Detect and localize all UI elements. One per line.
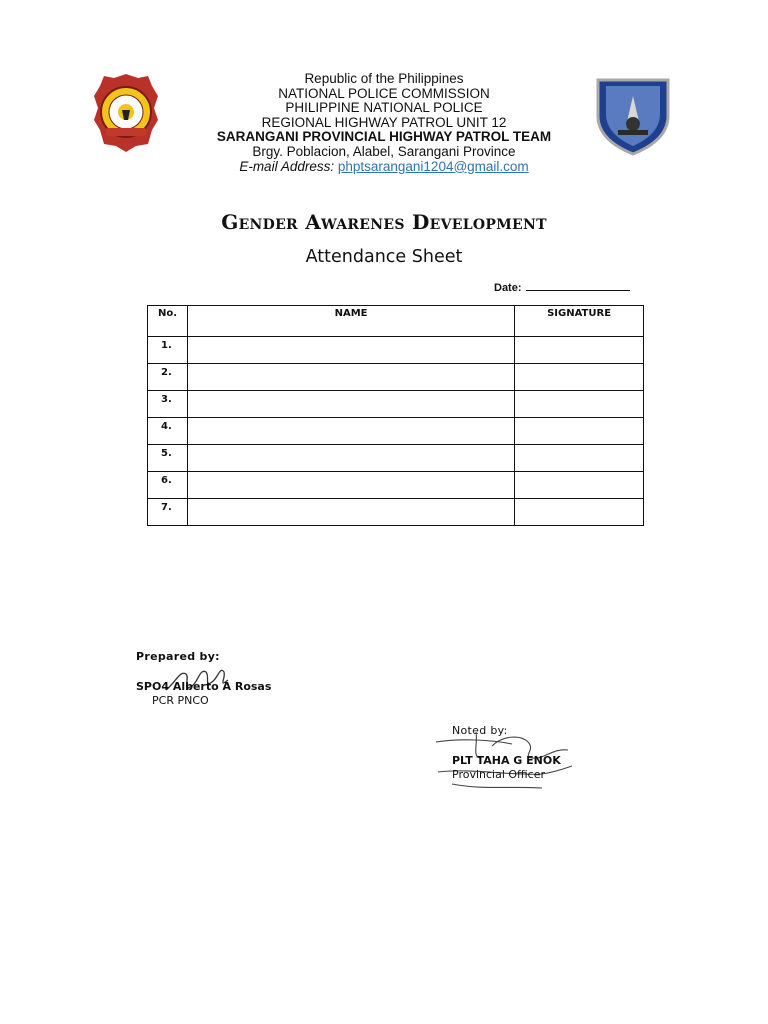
pnp-seal-logo — [92, 72, 160, 154]
prepared-by-position: PCR PNCO — [152, 694, 209, 707]
date-field[interactable] — [494, 280, 630, 294]
table-row — [148, 418, 644, 445]
header-email-row — [160, 160, 608, 175]
date-blank-line — [526, 280, 630, 291]
table-row — [148, 445, 644, 472]
header-napolcom: NATIONAL POLICE COMMISSION — [278, 85, 490, 101]
table-row — [148, 391, 644, 418]
table-row — [148, 499, 644, 526]
signature-cell[interactable] — [515, 337, 644, 364]
document-title: Gender Awarenes Development — [221, 210, 547, 234]
name-cell[interactable] — [187, 499, 514, 526]
header-team: SARANGANI PROVINCIAL HIGHWAY PATROL TEAM — [216, 129, 552, 145]
row-number: 5. — [148, 445, 188, 472]
header-name: NAME — [187, 306, 514, 337]
prepared-by-name: SPO4 Alberto A Rosas — [136, 680, 272, 693]
document-subtitle: Attendance Sheet — [305, 247, 463, 267]
email-label: E-mail Address: — [239, 158, 335, 174]
table-row — [148, 364, 644, 391]
signature-cell[interactable] — [515, 364, 644, 391]
date-label: Date: — [494, 282, 522, 294]
name-cell[interactable] — [187, 445, 514, 472]
name-cell[interactable] — [187, 337, 514, 364]
signature-cell[interactable] — [515, 391, 644, 418]
name-cell[interactable] — [187, 364, 514, 391]
row-number: 3. — [148, 391, 188, 418]
signature-cell[interactable] — [515, 445, 644, 472]
name-cell[interactable] — [187, 391, 514, 418]
table-row — [148, 337, 644, 364]
row-number: 1. — [148, 337, 188, 364]
email-link[interactable]: phptsarangani1204@gmail.com — [337, 158, 529, 174]
name-cell[interactable] — [187, 472, 514, 499]
table-row — [148, 472, 644, 499]
name-cell[interactable] — [187, 418, 514, 445]
letterhead — [160, 72, 608, 174]
header-republic: Republic of the Philippines — [304, 71, 464, 86]
row-number: 7. — [148, 499, 188, 526]
signature-cell[interactable] — [515, 499, 644, 526]
header-pnp: PHILIPPINE NATIONAL POLICE — [285, 100, 483, 116]
header-rhpu: REGIONAL HIGHWAY PATROL UNIT 12 — [261, 114, 507, 130]
row-number: 4. — [148, 418, 188, 445]
header-address: Brgy. Poblacion, Alabel, Sarangani Province — [252, 143, 516, 159]
noted-by-label: Noted by: — [452, 724, 508, 737]
signature-cell[interactable] — [515, 418, 644, 445]
attendance-table — [147, 305, 644, 526]
signature-cell[interactable] — [515, 472, 644, 499]
header-signature: SIGNATURE — [515, 306, 644, 337]
header-no: No. — [148, 306, 188, 337]
noted-by-position: Provincial Officer — [452, 768, 546, 781]
row-number: 6. — [148, 472, 188, 499]
prepared-by-label: Prepared by: — [136, 650, 220, 663]
noted-by-name: PLT TAHA G ENOK — [452, 754, 561, 767]
row-number: 2. — [148, 364, 188, 391]
table-header-row — [148, 306, 644, 337]
